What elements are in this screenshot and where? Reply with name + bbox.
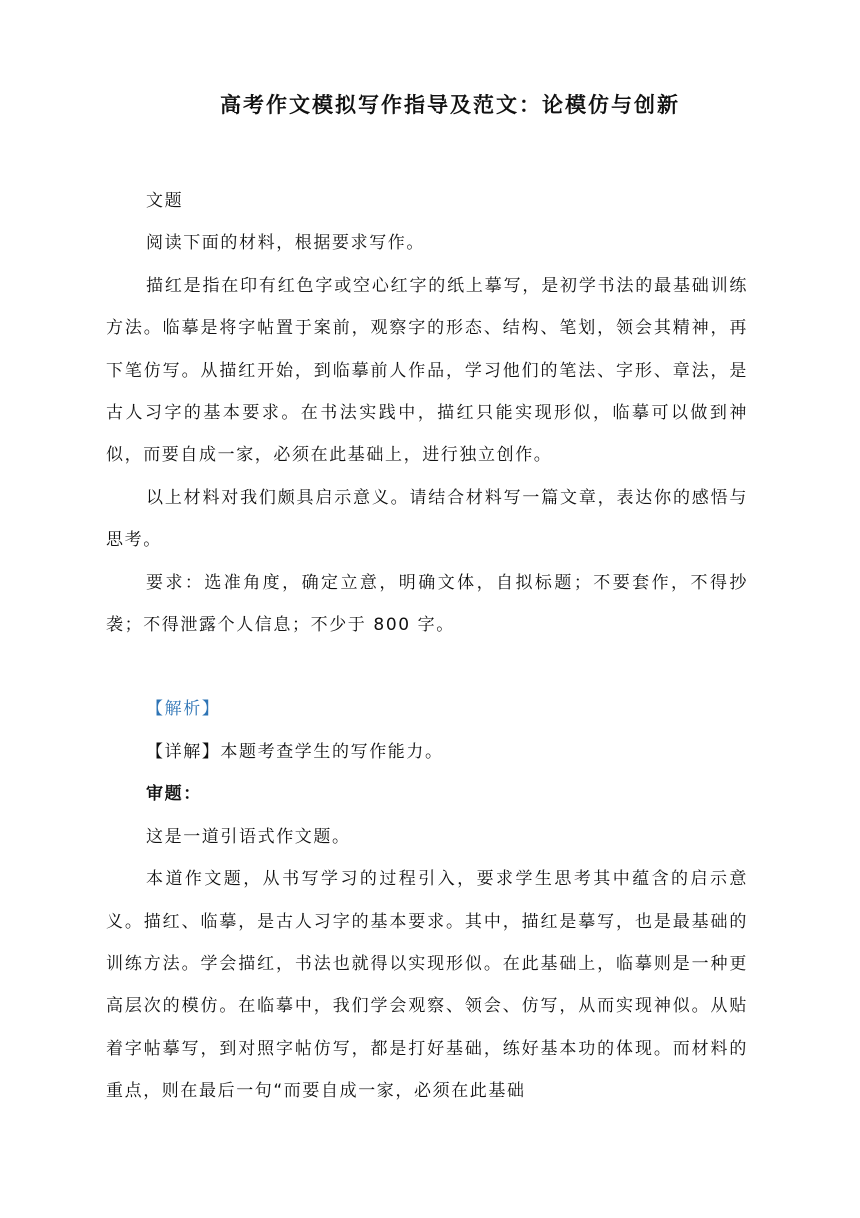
detail-line: 【详解】本题考查学生的写作能力。 xyxy=(146,741,444,762)
type-line: 这是一道引语式作文题。 xyxy=(146,826,351,847)
review-label: 审题： xyxy=(146,784,202,805)
document-title: 高考作文模拟写作指导及范文：论模仿与创新 xyxy=(220,93,680,117)
task-paragraph: 以上材料对我们颇具启示意义。请结合材料写一篇文章，表达你的感悟与思考。 xyxy=(106,487,748,551)
analysis-paragraph: 本道作文题，从书写学习的过程引入，要求学生思考其中蕴含的启示意义。描红、临摹，是古人习字的基本要求。其中，描红是摹写，也是最基础的训练方法。学会描红，书法也就得以实现形似。在此基础上，临摹则是一种更高层次的模仿。在临摹中，我们学会观察、领会、仿写，从而实现神似。从贴着字帖摹写，到对照字帖仿写，都是打好基础，练好基本功的体现。而材料的重点，则在最后一句“而要自成一家，必须在此基础 xyxy=(106,869,748,1102)
document-body xyxy=(106,180,748,1113)
material-paragraph: 描红是指在印有红色字或空心红字的纸上摹写，是初学书法的最基础训练方法。临摹是将字帖置于案前，观察字的形态、结构、笔划，领会其精神，再下笔仿写。从描红开始，到临摹前人作品，学习他们的笔法、字形、章法，是古人习字的基本要求。在书法实践中，描红只能实现形似，临摹可以做到神似，而要自成一家，必须在此基础上，进行独立创作。 xyxy=(106,275,748,466)
analysis-label: 【解析】 xyxy=(146,699,221,720)
prompt-intro: 阅读下面的材料，根据要求写作。 xyxy=(146,233,425,254)
section-label: 文题 xyxy=(146,191,184,211)
requirements-paragraph: 要求：选准角度，确定立意，明确文体，自拟标题；不要套作，不得抄袭；不得泄露个人信息；不少于 800 字。 xyxy=(106,572,748,636)
section-spacer xyxy=(106,646,748,688)
